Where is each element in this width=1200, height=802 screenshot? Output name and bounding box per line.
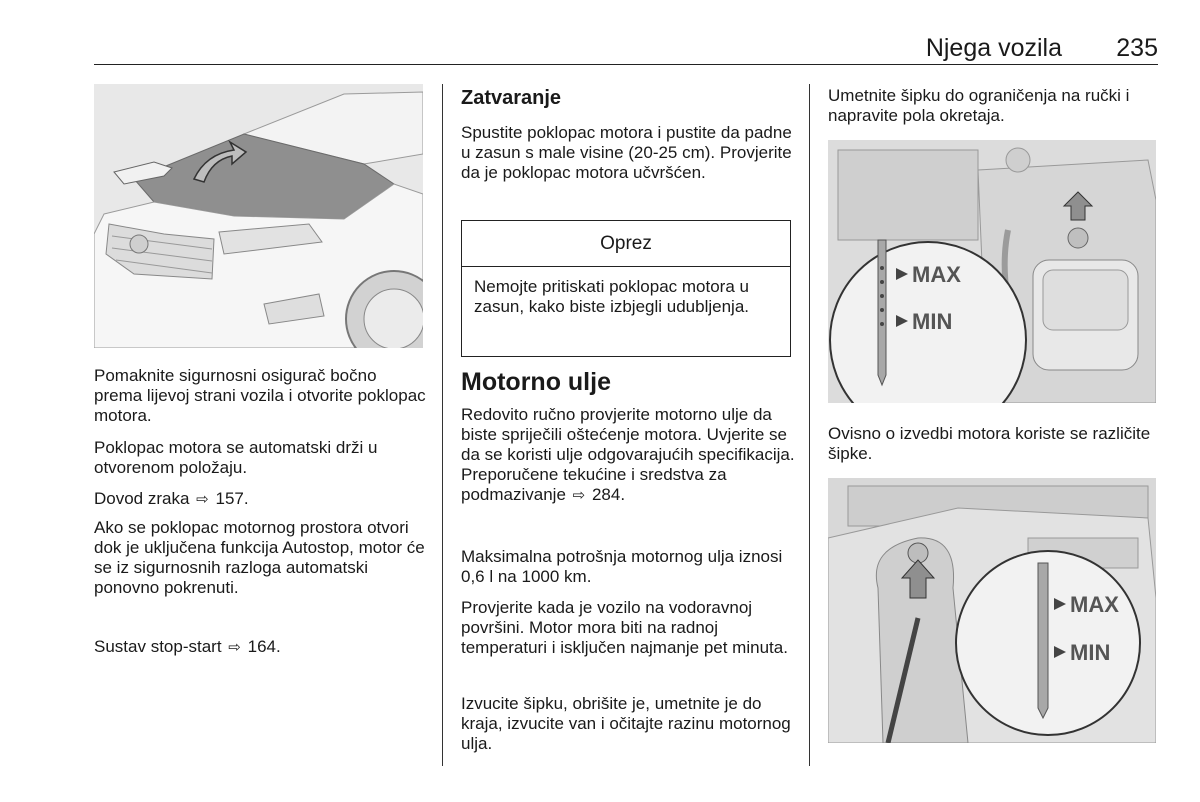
paragraph-oil-consumption: Maksimalna potrošnja motornog ulja iznosi 0,6 l na 1000 km.: [461, 547, 783, 586]
paragraph-stop-start: [94, 637, 426, 658]
reference-arrow-icon: ⇨: [196, 491, 209, 508]
dipstick-illustration-1: [828, 140, 1156, 403]
dipstick-illustration-2: [828, 478, 1156, 743]
page-section-title: Njega vozila: [925, 34, 1062, 62]
paragraph-hood-stays-open: Poklopac motora se automatski drži u otvorenom položaju.: [94, 438, 378, 477]
paragraph-level-surface: Provjerite kada je vozilo na vodoravnoj površini. Motor mora biti na radnoj temperaturi i isključen najmanje pet minuta.: [461, 598, 788, 657]
reference-arrow-icon: ⇨: [572, 487, 586, 504]
stop-start-page-ref[interactable]: 164.: [247, 637, 281, 656]
fluids-page-ref[interactable]: 284.: [591, 485, 626, 504]
paragraph-oil-check: [461, 405, 797, 506]
paragraph-insert-dipstick: Umetnite šipku do ograničenja na ručki i napravite pola okretaja.: [828, 86, 1130, 125]
reference-arrow-icon: ⇨: [228, 639, 241, 656]
air-intake-text: Dovod zraka: [94, 489, 190, 508]
oil-check-text: Redovito ručno provjerite motorno ulje da biste spriječili oštećenje motora. Uvjerite se da se koristi ulje odgovarajućih specifikacija. Preporučene tekućine i sredstva za podmazivanje: [461, 405, 795, 504]
paragraph-closing: Spustite poklopac motora i pustite da padne u zasun s male visine (20-25 cm). Provjerite da je poklopac motora učvršćen.: [461, 123, 792, 182]
paragraph-autostop-warning: Ako se poklopac motornog prostora otvori dok je uključena funkcija Autostop, motor će se iz sigurnosnih razloga automatski ponovno pokrenuti.: [94, 518, 425, 597]
header-rule: [94, 64, 1158, 65]
caution-title: Oprez: [462, 221, 790, 267]
paragraph-release-latch: Pomaknite sigurnosni osigurač bočno prema lijevoj strani vozila i otvorite poklopac motora.: [94, 366, 426, 425]
column-divider-1: [442, 84, 443, 766]
dipstick-2-min-label: MIN: [1070, 640, 1111, 665]
paragraph-read-dipstick: Izvucite šipku, obrišite je, umetnite je do kraja, izvucite van i očitajte razinu motornog ulja.: [461, 694, 791, 753]
dipstick-1-max-label: MAX: [912, 262, 961, 287]
caution-body: Nemojte pritiskati poklopac motora u zasun, kako biste izbjegli udubljenja.: [474, 277, 750, 316]
page-number: 235: [1116, 34, 1158, 62]
air-intake-page-ref[interactable]: 157.: [215, 489, 249, 508]
dipstick-1-min-label: MIN: [912, 309, 953, 334]
heading-engine-oil: Motorno ulje: [461, 368, 611, 396]
car-hood-illustration: [94, 84, 423, 348]
heading-closing: Zatvaranje: [461, 87, 562, 109]
paragraph-air-intake: [94, 489, 426, 510]
stop-start-text: Sustav stop-start: [94, 637, 222, 656]
column-divider-2: [809, 84, 810, 766]
paragraph-different-dipsticks: Ovisno o izvedbi motora koriste se različite šipke.: [828, 424, 1151, 463]
dipstick-2-max-label: MAX: [1070, 592, 1119, 617]
caution-box: [461, 220, 791, 357]
